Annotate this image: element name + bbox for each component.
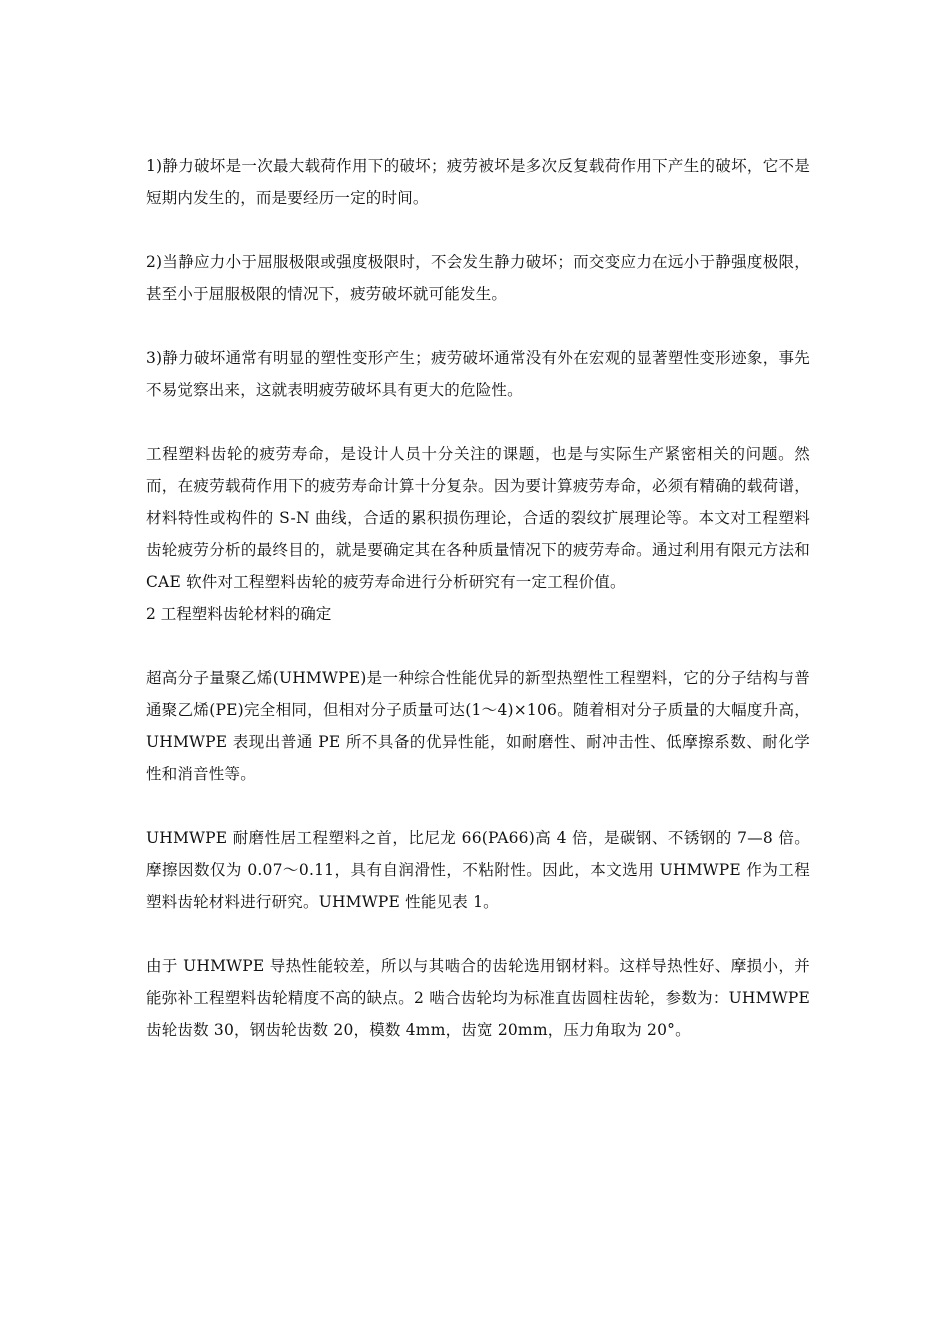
paragraph-plastic-deformation: 3)静力破坏通常有明显的塑性变形产生；疲劳破坏通常没有外在宏观的显著塑性变形迹象，事先不易觉察出来，这就表明疲劳破坏具有更大的危险性。	[146, 349, 810, 399]
paragraph-gear-parameters: 由于 UHMWPE 导热性能较差，所以与其啮合的齿轮选用钢材料。这样导热性好、摩损小，并能弥补工程塑料齿轮精度不高的缺点。2 啮合齿轮均为标准直齿圆柱齿轮，参数为：UHMWPE 齿轮齿数 30，钢齿轮齿数 20，模数 4mm，齿宽 20mm，压力角取为 20°。	[146, 957, 810, 1039]
paragraph-uhmwpe-wear: UHMWPE 耐磨性居工程塑料之首，比尼龙 66(PA66)高 4 倍，是碳钢、不锈钢的 7—8 倍。摩擦因数仅为 0.07～0.11，具有自润滑性，不粘附性。因此，本文选用 UHMWPE 作为工程塑料齿轮材料进行研究。UHMWPE 性能见表 1。	[146, 829, 810, 911]
paragraph-static-failure: 1)静力破坏是一次最大载荷作用下的破坏；疲劳被坏是多次反复载荷作用下产生的破坏，它不是短期内发生的，而是要经历一定的时间。	[146, 157, 810, 207]
document-page	[146, 150, 810, 1046]
paragraph-stress-limit: 2)当静应力小于屈服极限或强度极限时，不会发生静力破坏；而交变应力在远小于静强度极限，甚至小于屈服极限的情况下，疲劳破坏就可能发生。	[146, 253, 810, 303]
section-heading: 2 工程塑料齿轮材料的确定	[146, 605, 332, 623]
paragraph-fatigue-life: 工程塑料齿轮的疲劳寿命，是设计人员十分关注的课题，也是与实际生产紧密相关的问题。然而，在疲劳载荷作用下的疲劳寿命计算十分复杂。因为要计算疲劳寿命，必须有精确的载荷谱，材料特性或构件的 S-N 曲线，合适的累积损伤理论，合适的裂纹扩展理论等。本文对工程塑料齿轮疲劳分析的最终目的，就是要确定其在各种质量情况下的疲劳寿命。通过利用有限元方法和 CAE 软件对工程塑料齿轮的疲劳寿命进行分析研究有一定工程价值。	[146, 445, 810, 591]
paragraph-uhmwpe-intro: 超高分子量聚乙烯(UHMWPE)是一种综合性能优异的新型热塑性工程塑料，它的分子结构与普通聚乙烯(PE)完全相同，但相对分子质量可达(1～4)×106。随着相对分子质量的大幅度升高，UHMWPE 表现出普通 PE 所不具备的优异性能，如耐磨性、耐冲击性、低摩擦系数、耐化学性和消音性等。	[146, 669, 810, 783]
